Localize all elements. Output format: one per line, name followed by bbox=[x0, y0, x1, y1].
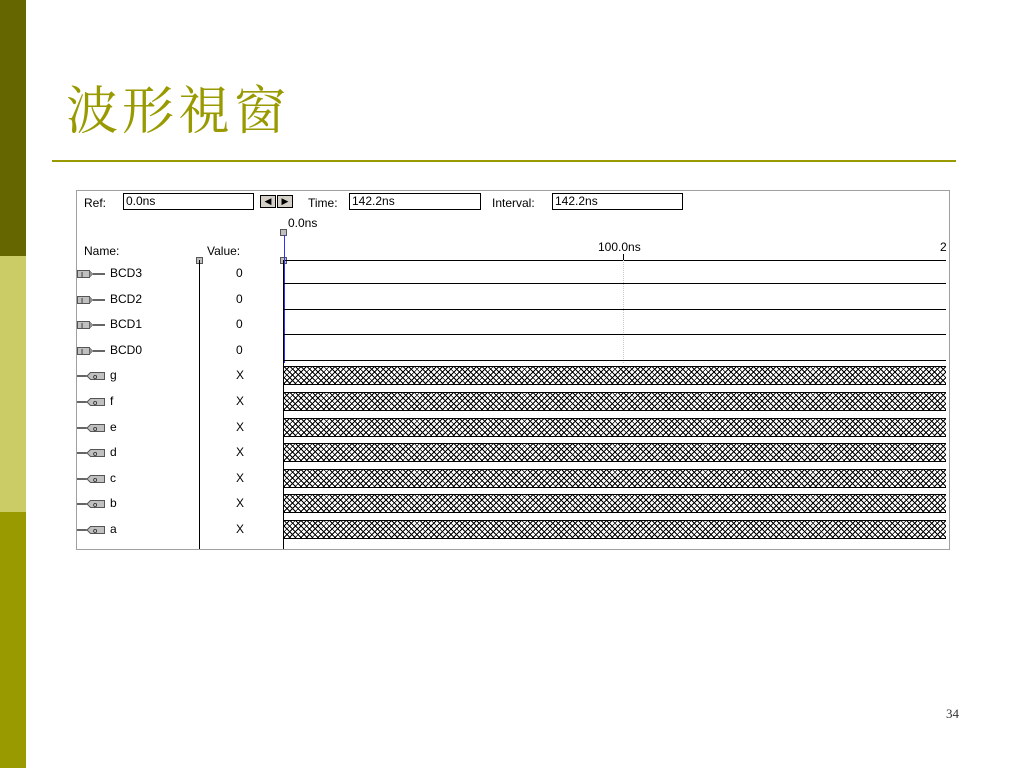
svg-text:o: o bbox=[93, 399, 98, 407]
signal-value: 0 bbox=[236, 266, 243, 280]
sidebar-block-top bbox=[0, 0, 26, 256]
signal-name: b bbox=[110, 496, 117, 511]
waveform-trace-low bbox=[284, 334, 946, 335]
svg-text:o: o bbox=[93, 424, 98, 433]
ref-marker-time: 0.0ns bbox=[288, 216, 318, 230]
input-pin-icon bbox=[77, 268, 105, 278]
waveform-trace-unknown bbox=[284, 494, 946, 513]
time-scale-label-end: 2 bbox=[940, 240, 947, 254]
signal-row[interactable] bbox=[77, 414, 949, 440]
output-pin-icon bbox=[77, 473, 105, 483]
title-divider bbox=[52, 160, 956, 162]
ref-label: Ref: bbox=[84, 196, 107, 210]
signal-value: 0 bbox=[236, 291, 243, 306]
signal-name: BCD1 bbox=[110, 317, 143, 332]
signal-row[interactable] bbox=[77, 388, 949, 414]
signal-name: d bbox=[110, 445, 117, 460]
waveform-trace-unknown bbox=[284, 366, 946, 385]
output-pin-icon bbox=[77, 498, 105, 508]
output-pin-icon bbox=[77, 396, 105, 406]
signal-name: g bbox=[110, 368, 117, 383]
signal-row[interactable] bbox=[77, 362, 949, 388]
svg-text:I: I bbox=[81, 271, 84, 279]
signal-row[interactable] bbox=[77, 490, 949, 516]
name-column-header: Name: bbox=[84, 244, 120, 258]
waveform-trace-low bbox=[284, 360, 946, 361]
signal-name: f bbox=[110, 394, 114, 408]
arrow-left-icon: ◀ bbox=[264, 196, 272, 206]
waveform-trace-unknown bbox=[284, 392, 946, 411]
signal-row[interactable] bbox=[77, 465, 949, 491]
waveform-trace-low bbox=[284, 309, 946, 310]
output-pin-icon bbox=[77, 422, 105, 432]
signal-value: X bbox=[236, 368, 245, 383]
signal-name: BCD0 bbox=[110, 342, 143, 357]
signal-value: 0 bbox=[236, 317, 243, 332]
waveform-window bbox=[76, 190, 950, 550]
svg-text:o: o bbox=[93, 501, 98, 510]
waveform-trace-unknown bbox=[284, 469, 946, 488]
page-number: 34 bbox=[946, 706, 959, 721]
signal-row[interactable] bbox=[77, 286, 949, 312]
output-pin-icon bbox=[77, 370, 105, 380]
value-column-header: Value: bbox=[207, 244, 241, 258]
waveform-trace-unknown bbox=[284, 418, 946, 437]
waveform-trace-unknown bbox=[284, 443, 946, 462]
input-pin-icon bbox=[77, 319, 105, 329]
signal-name: c bbox=[110, 470, 116, 485]
signal-value: X bbox=[236, 496, 245, 511]
svg-text:o: o bbox=[93, 527, 98, 535]
signal-name: BCD2 bbox=[110, 291, 143, 306]
time-field[interactable]: 142.2ns bbox=[349, 193, 481, 210]
signal-name: BCD3 bbox=[110, 266, 143, 280]
svg-text:o: o bbox=[93, 450, 98, 459]
sidebar-block-bottom bbox=[0, 512, 26, 768]
svg-text:I: I bbox=[81, 322, 84, 331]
svg-text:I: I bbox=[81, 296, 84, 305]
signal-row[interactable] bbox=[77, 516, 949, 542]
output-pin-icon bbox=[77, 524, 105, 534]
signal-row[interactable] bbox=[77, 337, 949, 363]
decorative-sidebar bbox=[0, 0, 26, 768]
svg-text:o: o bbox=[93, 373, 98, 382]
signal-name: e bbox=[110, 419, 117, 434]
interval-field[interactable]: 142.2ns bbox=[552, 193, 683, 210]
slide-title: 波形視窗 bbox=[66, 82, 291, 142]
ref-field[interactable]: 0.0ns bbox=[123, 193, 254, 210]
time-label: Time: bbox=[308, 196, 338, 210]
signal-value: X bbox=[236, 445, 245, 460]
time-scale-label-100ns: 100.0ns bbox=[598, 240, 641, 254]
signal-value: 0 bbox=[236, 342, 243, 357]
signal-value: X bbox=[236, 419, 245, 434]
prev-transition-button[interactable] bbox=[260, 195, 276, 208]
signal-row[interactable] bbox=[77, 311, 949, 337]
signal-value: X bbox=[236, 522, 245, 536]
waveform-trace-low bbox=[284, 283, 946, 284]
svg-text:I: I bbox=[81, 347, 84, 356]
sidebar-block-middle bbox=[0, 256, 26, 512]
signal-value: X bbox=[236, 394, 245, 408]
input-pin-icon bbox=[77, 294, 105, 304]
arrow-right-icon: ▶ bbox=[281, 196, 289, 206]
interval-label: Interval: bbox=[492, 196, 535, 210]
signal-value: X bbox=[236, 470, 245, 485]
next-transition-button[interactable] bbox=[277, 195, 293, 208]
signal-name: a bbox=[110, 522, 117, 536]
output-pin-icon bbox=[77, 447, 105, 457]
svg-text:o: o bbox=[93, 475, 98, 484]
input-pin-icon bbox=[77, 345, 105, 355]
signal-row[interactable] bbox=[77, 260, 949, 286]
waveform-trace-unknown bbox=[284, 520, 946, 539]
signal-row[interactable] bbox=[77, 439, 949, 465]
